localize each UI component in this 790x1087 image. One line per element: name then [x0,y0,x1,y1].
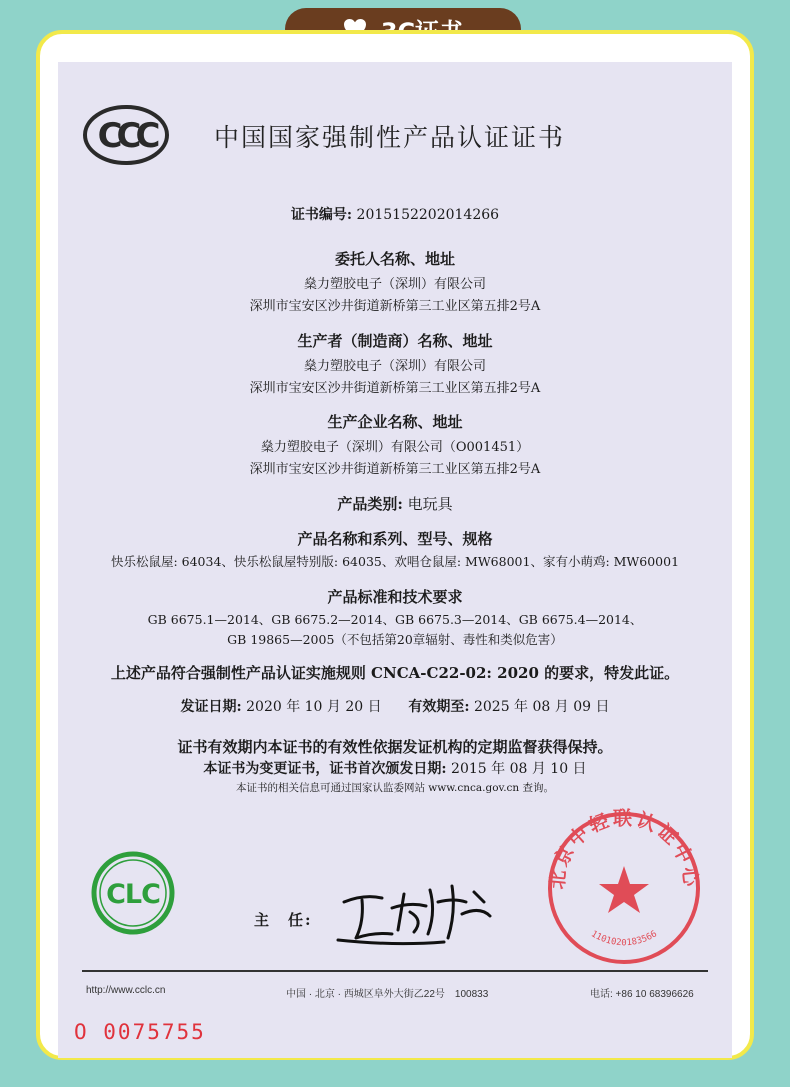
certificate-title: 中国国家强制性产品认证证书 [214,123,566,152]
dates-line: 发证日期: 2020 年 10 月 20 日 有效期至: 2025 年 08 月 09 日 [180,699,610,715]
manufacturer-name: 燊力塑胶电子（深圳）有限公司 [303,359,486,374]
manufacturer-address: 深圳市宝安区沙井街道新桥第三工业区第五排2号A [249,381,541,396]
product-category: 产品类别: 电玩具 [337,495,453,513]
ccc-logo [82,104,170,166]
change-line: 本证书为变更证书，证书首次颁发日期: 2015 年 08 月 10 日 [203,761,587,777]
factory-address: 深圳市宝安区沙井街道新桥第三工业区第五排2号A [249,462,541,477]
certification-seal [544,808,704,968]
website-note: 本证书的相关信息可通过国家认监委网站 www.cnca.gov.cn 查询。 [235,782,555,794]
svg-text:CLC: CLC [106,879,160,910]
manufacturer-heading: 生产者（制造商）名称、地址 [297,332,493,350]
clc-logo [90,850,176,936]
svg-text:1101020183566: 1101020183566 [589,929,659,949]
product-value: 快乐松鼠屋: 64034、快乐松鼠屋特别版: 64035、欢唱仓鼠屋: MW68001、家有小萌鸡: MW60001 [110,554,680,569]
svg-text:CCC: CCC [97,116,155,156]
factory-heading: 生产企业名称、地址 [327,413,463,431]
svg-text:北京中轻联认证中心: 北京中轻联认证中心 [546,808,702,891]
footer-divider [82,970,708,972]
validity-note: 证书有效期内本证书的有效性依据发证机构的定期监督获得保持。 [177,738,613,756]
applicant-heading: 委托人名称、地址 [334,250,455,268]
serial-number: O 0075755 [74,1020,206,1044]
certificate-paper [58,62,732,1058]
product-heading: 产品名称和系列、型号、规格 [297,530,493,548]
director-label: 主 任: [254,911,313,929]
standard-heading: 产品标准和技术要求 [327,588,463,606]
footer-phone: 电话: +86 10 68396626 [590,989,694,1000]
standard-line-1: GB 6675.1—2014、GB 6675.2—2014、GB 6675.3—2014、GB 6675.4—2014、 [147,612,643,627]
certificate-number: 证书编号: 2015152202014266 [290,207,500,223]
applicant-name: 燊力塑胶电子（深圳）有限公司 [303,277,486,292]
footer-url: http://www.cclc.cn [86,985,166,996]
applicant-address: 深圳市宝安区沙井街道新桥第三工业区第五排2号A [249,299,541,314]
conformity-statement: 上述产品符合强制性产品认证实施规则 CNCA-C22-02: 2020 的要求，特发此证。 [110,664,680,682]
footer-address: 中国 · 北京 · 西城区阜外大街乙22号 100833 [286,989,489,1000]
standard-line-2: GB 19865—2005（不包括第20章辐射、毒性和类似危害） [227,632,563,647]
director-signature [334,872,504,952]
factory-name: 燊力塑胶电子（深圳）有限公司（O001451） [260,440,530,455]
